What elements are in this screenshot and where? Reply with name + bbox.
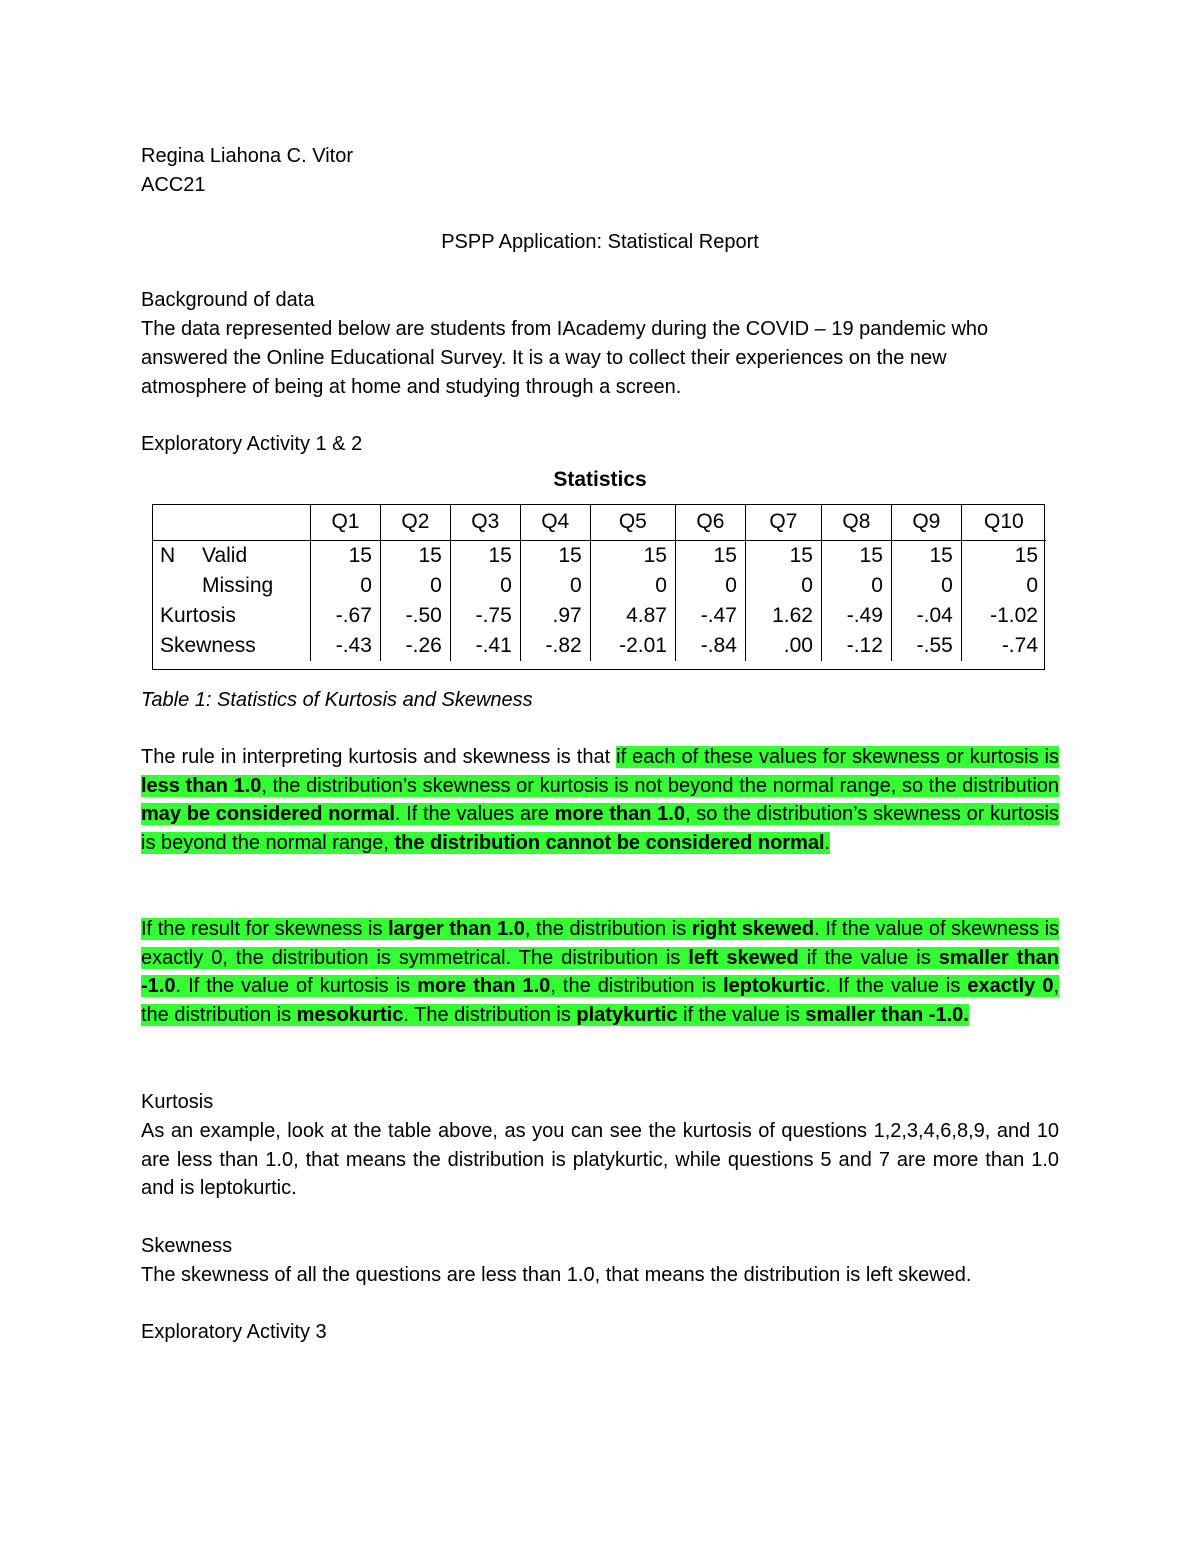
table-cell: 0 [450,571,520,601]
background-line-1: The data represented below are students from IAcademy during the COVID – 19 pandemic who [141,318,989,340]
table-cell: 15 [590,541,675,572]
table-cell: .00 [745,631,821,661]
rule-highlight: if each of these values for skewness or kurtosis is less than 1.0, the distribution’s skewness or kurtosis is not beyond the normal range, so the distribution may be considered normal. If the values are more than 1.0, so the distribution’s skewness or kurtosis is beyond the normal range, the distribution cannot be considered normal. [141,746,1060,855]
table-caption: Table 1: Statistics of Kurtosis and Skewness [141,689,533,711]
table-cell: -.04 [891,601,961,631]
table-cell: -.50 [380,601,450,631]
valid-label: Valid [202,544,248,567]
table-cell: -.74 [961,631,1046,661]
table-cell: 0 [745,571,821,601]
table-header-row [152,504,1046,541]
table-cell: -.49 [821,601,891,631]
document-title: PSPP Application: Statistical Report [441,231,759,253]
table-cell: -.41 [450,631,520,661]
table-row [152,571,1046,601]
column-header: Q8 [821,504,891,541]
column-header: Q5 [590,504,675,541]
column-header: Q6 [675,504,745,541]
rule-lead-text: The rule in interpreting kurtosis and skewness is that [141,746,617,768]
row-label: Skewness [160,634,256,657]
missing-label: Missing [202,574,274,597]
table-cell: 0 [675,571,745,601]
result-paragraph [141,915,1059,1030]
table-cell: -.43 [311,631,381,661]
table-cell: 0 [311,571,381,601]
table-cell: 15 [380,541,450,572]
statistics-table [152,504,1046,661]
column-header: Q9 [891,504,961,541]
table-cell: -.82 [520,631,590,661]
table-cell: -.55 [891,631,961,661]
table-cell: -.67 [311,601,381,631]
column-header: Q10 [961,504,1046,541]
table-cell: 15 [745,541,821,572]
result-highlight: If the result for skewness is larger than 1.0, the distribution is right skewed. If the value of skewness is exactly 0, the distribution is symmetrical. The distribution is left skewed if the value is smaller than -1.0. If the value of kurtosis is more than 1.0, the distribution is leptokurtic. If the value is exactly 0, the distribution is mesokurtic. The distribution is platykurtic if the value is smaller than -1.0. [141,918,1060,1027]
table-cell: -.84 [675,631,745,661]
table-cell: 15 [961,541,1046,572]
table-cell: 15 [311,541,381,572]
table-cell: 0 [380,571,450,601]
table-cell: -.47 [675,601,745,631]
column-header: Q3 [450,504,520,541]
author-name: Regina Liahona C. Vitor [141,145,353,167]
column-header: Q4 [520,504,590,541]
row-label: Kurtosis [160,604,236,627]
table-row [152,541,1046,572]
table-cell: 0 [590,571,675,601]
table-cell: -.75 [450,601,520,631]
skewness-heading: Skewness [141,1235,233,1257]
table-cell: 15 [520,541,590,572]
table-row [152,631,1046,661]
rule-paragraph [141,743,1059,858]
skewness-paragraph: The skewness of all the questions are less than 1.0, that means the distribution is left skewed. [141,1264,972,1286]
row-label [152,571,311,601]
course-code: ACC21 [141,174,206,196]
table-cell: 15 [450,541,520,572]
table-cell: 0 [821,571,891,601]
row-label [152,541,311,572]
table-title: Statistics [553,468,647,491]
kurtosis-paragraph: As an example, look at the table above, as you can see the kurtosis of questions 1,2,3,4,6,8,9, and 10 are less than 1.0, that means the distribution is platykurtic, while questions 5 and 7 are more than 1.0 and is leptokurtic. [141,1120,1059,1200]
table-cell: 0 [520,571,590,601]
column-header: Q2 [380,504,450,541]
table-cell: 0 [891,571,961,601]
table-cell: -.26 [380,631,450,661]
column-header: Q1 [311,504,381,541]
background-line-3: atmosphere of being at home and studying through a screen. [141,376,682,398]
table-corner-cell [152,504,311,541]
table-cell: 15 [891,541,961,572]
activity-1-2-heading: Exploratory Activity 1 & 2 [141,433,363,455]
table-cell: 1.62 [745,601,821,631]
table-cell: .97 [520,601,590,631]
activity-3-heading: Exploratory Activity 3 [141,1321,327,1343]
column-header: Q7 [745,504,821,541]
table-cell: 15 [675,541,745,572]
table-cell: 15 [821,541,891,572]
table-row [152,601,1046,631]
background-line-2: answered the Online Educational Survey. It is a way to collect their experiences on the new [141,347,947,369]
table-cell: -.12 [821,631,891,661]
table-cell: -1.02 [961,601,1046,631]
n-label: N [160,544,176,567]
kurtosis-heading: Kurtosis [141,1091,214,1113]
table-cell: 0 [961,571,1046,601]
table-cell: 4.87 [590,601,675,631]
background-heading: Background of data [141,289,315,311]
table-cell: -2.01 [590,631,675,661]
